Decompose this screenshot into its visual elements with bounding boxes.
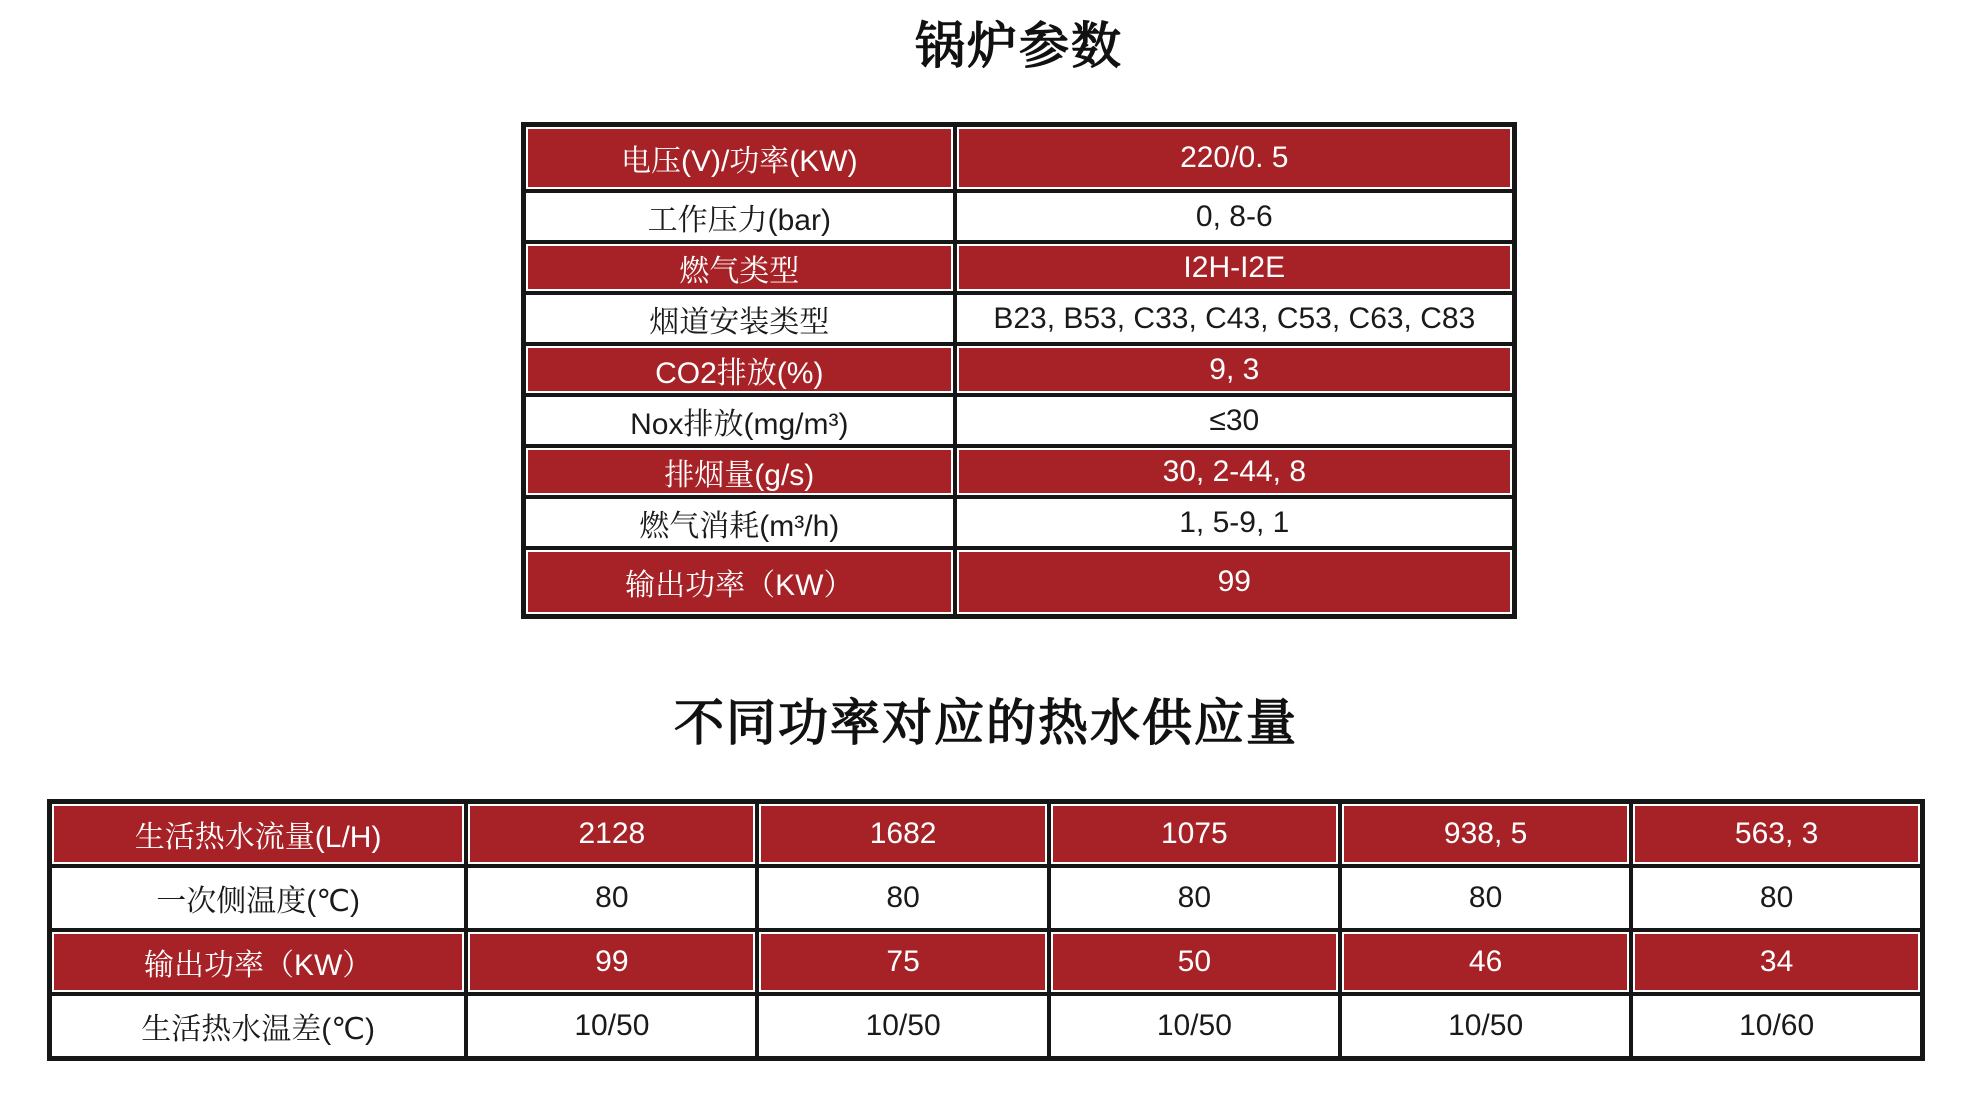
param-value: I2H-I2E bbox=[955, 242, 1515, 293]
table-row bbox=[50, 994, 1923, 1059]
cell-value: 80 bbox=[757, 866, 1048, 930]
param-value: 30, 2-44, 8 bbox=[955, 446, 1515, 497]
param-value: 0, 8-6 bbox=[955, 191, 1515, 242]
cell-value: 80 bbox=[466, 866, 757, 930]
spec-sheet-page bbox=[0, 16, 1972, 1099]
cell-value: 80 bbox=[1631, 866, 1922, 930]
param-value: 99 bbox=[955, 548, 1515, 617]
param-label: 排烟量(g/s) bbox=[524, 446, 955, 497]
cell-value: 10/60 bbox=[1631, 994, 1922, 1059]
cell-value: 938, 5 bbox=[1340, 802, 1631, 867]
cell-value: 80 bbox=[1340, 866, 1631, 930]
param-value: 9, 3 bbox=[955, 344, 1515, 395]
param-label: 工作压力(bar) bbox=[524, 191, 955, 242]
param-label: 电压(V)/功率(KW) bbox=[524, 125, 955, 192]
cell-value: 1682 bbox=[757, 802, 1048, 867]
param-label: CO2排放(%) bbox=[524, 344, 955, 395]
table-row bbox=[524, 548, 1515, 617]
cell-value: 10/50 bbox=[757, 994, 1048, 1059]
table-row bbox=[524, 497, 1515, 548]
row-header: 生活热水流量(L/H) bbox=[50, 802, 467, 867]
cell-value: 2128 bbox=[466, 802, 757, 867]
param-label: 输出功率（KW） bbox=[524, 548, 955, 617]
param-value: 1, 5-9, 1 bbox=[955, 497, 1515, 548]
param-label: 烟道安装类型 bbox=[524, 293, 955, 344]
table-row bbox=[50, 866, 1923, 930]
boiler-parameters-table bbox=[521, 122, 1517, 619]
boiler-parameters-title: 锅炉参数 bbox=[915, 18, 1123, 74]
table-row bbox=[524, 125, 1515, 192]
cell-value: 99 bbox=[466, 930, 757, 994]
cell-value: 563, 3 bbox=[1631, 802, 1922, 867]
param-label: 燃气消耗(m³/h) bbox=[524, 497, 955, 548]
hot-water-supply-section bbox=[47, 693, 1925, 1061]
param-value: ≤30 bbox=[955, 395, 1515, 446]
param-value: B23, B53, C33, C43, C53, C63, C83 bbox=[955, 293, 1515, 344]
param-label: Nox排放(mg/m³) bbox=[524, 395, 955, 446]
cell-value: 75 bbox=[757, 930, 1048, 994]
table-row bbox=[524, 395, 1515, 446]
table-row bbox=[50, 930, 1923, 994]
table-row bbox=[524, 344, 1515, 395]
cell-value: 10/50 bbox=[1340, 994, 1631, 1059]
table-row bbox=[524, 191, 1515, 242]
row-header: 生活热水温差(℃) bbox=[50, 994, 467, 1059]
cell-value: 80 bbox=[1049, 866, 1340, 930]
cell-value: 1075 bbox=[1049, 802, 1340, 867]
cell-value: 46 bbox=[1340, 930, 1631, 994]
row-header: 输出功率（KW） bbox=[50, 930, 467, 994]
hot-water-supply-title: 不同功率对应的热水供应量 bbox=[674, 695, 1298, 751]
cell-value: 10/50 bbox=[466, 994, 757, 1059]
cell-value: 34 bbox=[1631, 930, 1922, 994]
cell-value: 10/50 bbox=[1049, 994, 1340, 1059]
param-value: 220/0. 5 bbox=[955, 125, 1515, 192]
table-row bbox=[50, 802, 1923, 867]
boiler-parameters-section bbox=[521, 16, 1517, 619]
table-row bbox=[524, 446, 1515, 497]
table-row bbox=[524, 242, 1515, 293]
param-label: 燃气类型 bbox=[524, 242, 955, 293]
row-header: 一次侧温度(℃) bbox=[50, 866, 467, 930]
cell-value: 50 bbox=[1049, 930, 1340, 994]
table-row bbox=[524, 293, 1515, 344]
hot-water-supply-table bbox=[47, 799, 1925, 1061]
